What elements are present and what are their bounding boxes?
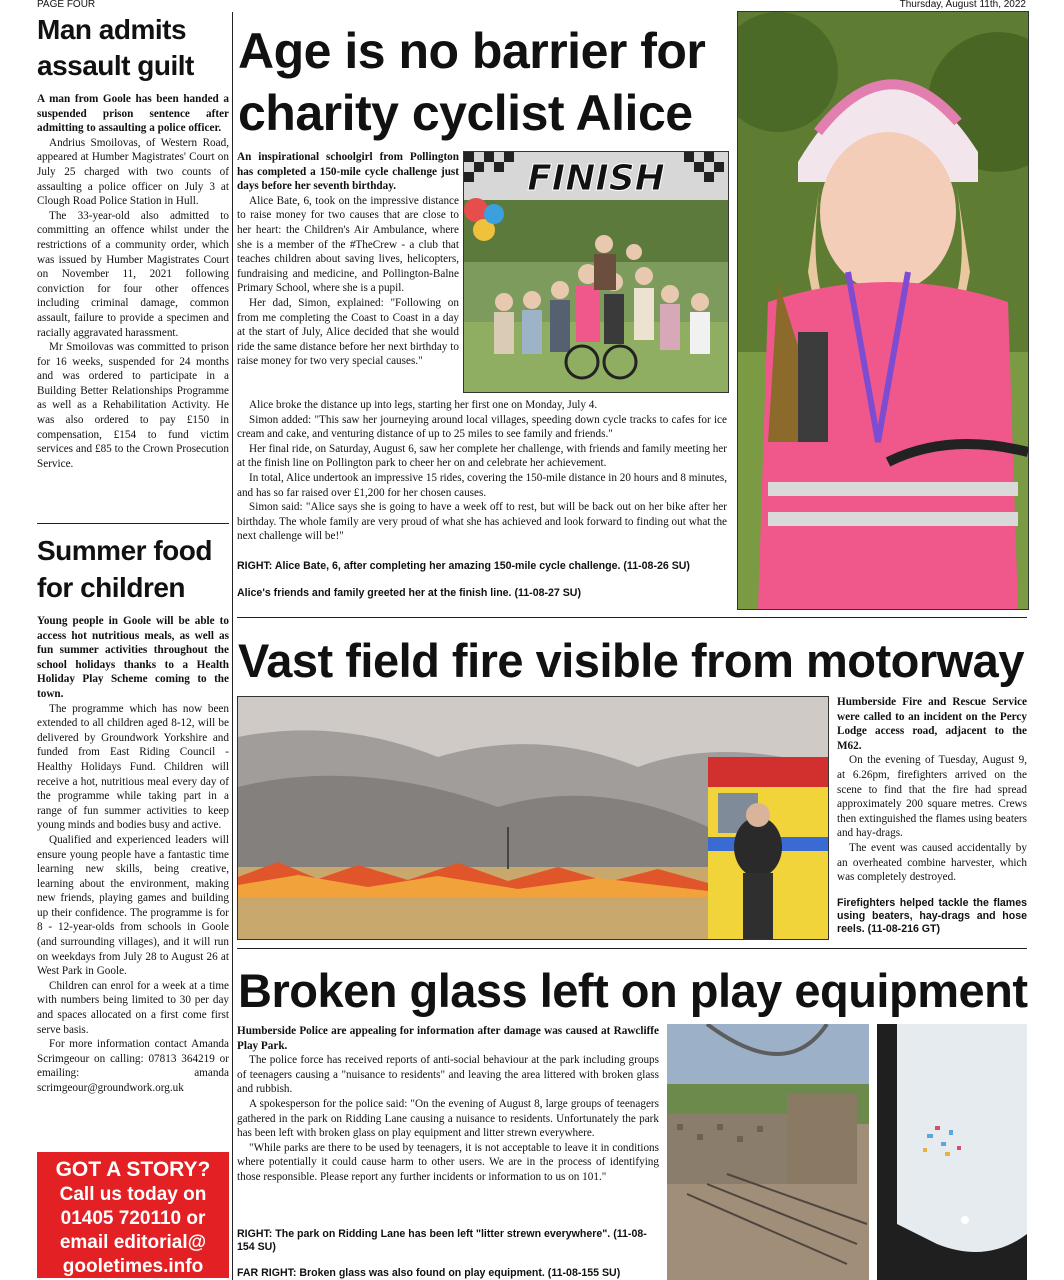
assault-story bbox=[37, 12, 229, 471]
play-park-photo bbox=[667, 1024, 869, 1280]
cyclist-caption-right: RIGHT: Alice Bate, 6, after completing her amazing 150-mile cycle challenge. (11-08-26 SU) bbox=[237, 560, 690, 572]
cyclist-caption-friends: Alice's friends and family greeted her at the finish line. (11-08-27 SU) bbox=[237, 587, 581, 599]
glass-body: Humberside Police are appealing for information after damage was caused at Rawcliffe Play Park. The police force has received reports of anti-social behaviour at the park including groups of teenagers causing a "nuisance to residents" and leaving the area littered with broken glass and rubbish. A spokesperson for the police said: "On the evening of August 8, large groups of teenagers gathered in the park on Ridding Lane causing a nuisance to residents. Unfortunately the park has been left with broken glass on play equipment and litter strewn everywhere. "While parks are there to be used by teenagers, it is not acceptable to leave it in conditions where potentially it could cause harm to other users. We are in the process of identifying those responsible. Please report any further incidents or information to us on 101." bbox=[237, 1025, 659, 1183]
food-story bbox=[37, 532, 229, 1096]
food-body: Young people in Goole will be able to access hot nutritious meals, as well as fun summer activities throughout the school holidays thanks to a Health Holiday Play Scheme coming to the town. The programme which has now been extended to all children aged 8-12, will be delivered by Groundwork Yorkshire and funded from East Riding Council - Healthy Holidays Fund. Children will receive a hot, nutritious meal every day of the programme while taking part in a range of fun summer activities to keep young minds and bodies busy and active. Qualified and experienced leaders will ensure young people have a fantastic time learning new skills, being creative, learning about the environment, making new friends, playing games and building up their confidence. The programme is for 8 - 12-year-olds from schools in Goole (and surrounding villages), and it will run on weekdays from July 28 to August 26 at West Park in Goole. Children can enrol for a week at a time with numbers being limited to 30 per day and spaces allocated on a first come first serve basis. For more information contact Amanda Scrimgeour on calling: 07813 364219 or emailing: amanda scrimgeour@groundwork.org.uk bbox=[37, 615, 229, 1094]
finish-line-photo bbox=[463, 151, 729, 393]
finish-banner-text: FINISH bbox=[527, 158, 665, 199]
field-fire-photo bbox=[237, 696, 829, 940]
cyclist-headline: Age is no barrier for charity cyclist Alice bbox=[238, 23, 706, 141]
story-divider bbox=[37, 523, 229, 524]
alice-portrait-photo bbox=[737, 11, 1029, 610]
fire-caption: Firefighters helped tackle the flames using beaters, hay-drags and hose reels. (11-08-216 GT) bbox=[837, 897, 1027, 935]
column-rule bbox=[232, 12, 233, 1280]
glass-caption-far-right: FAR RIGHT: Broken glass was also found on play equipment. (11-08-155 SU) bbox=[237, 1267, 621, 1279]
story-divider bbox=[237, 948, 1027, 949]
cyclist-body-wide: Alice broke the distance up into legs, starting her first one on Monday, July 4. Simon added: "This saw her journeying around local villages, speeding down cycle tracks to cafes for ice cream and cake, and venturing distance of up to 25 miles to see family and friends." Her final ride, on Saturday, August 6, saw her complete her challenge, with friends and family meeting her at the finish line on Pollington park to cheer her on and celebrate her achievement. In total, Alice undertook an impressive 15 rides, covering the 150-mile distance in 20 hours and 8 minutes, and has so far raised over £1,200 for her chosen causes. Simon said: "Alice says she is going to have a week off to rest, but will be back out on her bike after her birthday. The whole family are very proud of what she has achieved and look forward to finding out what the next challenge will be!" bbox=[237, 399, 727, 543]
assault-headline: Man admits assault guilt bbox=[37, 14, 194, 81]
page-label: PAGE FOUR bbox=[37, 0, 96, 10]
story-divider bbox=[237, 617, 1027, 618]
glass-caption-right: RIGHT: The park on Ridding Lane has been left "litter strewn everywhere". (11-08-154 SU) bbox=[237, 1228, 647, 1253]
glass-headline: Broken glass left on play equipment bbox=[238, 964, 1028, 1017]
food-headline: Summer food for children bbox=[37, 535, 212, 603]
fire-body: Humberside Fire and Rescue Service were called to an incident on the Percy Lodge access road, adjacent to the M62. On the evening of Tuesday, August 9, at 6.26pm, firefighters arrived on the scene to find that the fire had spread approximately 200 square metres. Crews then extinguished the flames using beaters and hay-drags. The event was caused accidentally by an overheated combine harvester, which was completely destroyed. bbox=[837, 696, 1027, 884]
issue-date: Thursday, August 11th, 2022 bbox=[899, 0, 1026, 10]
got-a-story-promo: GOT A STORY? Call us today on 01405 720110 or email editorial@ gooletimes.info bbox=[37, 1152, 229, 1278]
cyclist-body-narrow: An inspirational schoolgirl from Pollington has completed a 150-mile cycle challenge just days before her seventh birthday. Alice Bate, 6, took on the impressive distance to raise money for two causes that are close to her heart: the Children's Air Ambulance, where she is a member of the #TheCrew - a club that teaches children about saving lives, helicopters, fundraising and medicine, and Pollington-Balne Primary School, where she is a pupil. Her dad, Simon, explained: "Following on from me completing the Coast to Coast in a day at the start of July, Alice decided that she would ride the same distance before her next birthday to raise money for two very special causes." bbox=[237, 151, 459, 368]
slide-glass-photo bbox=[877, 1024, 1027, 1280]
assault-body: A man from Goole has been handed a suspended prison sentence after admitting to assaulting a police officer. Andrius Smoilovas, of Western Road, appeared at Humber Magistrates' Court on July 25 charged with two counts of assaulting a police officer on July 3 at Clough Road Police Station in Hull. The 33-year-old also admitted to committing an offence whilst under the restrictions of a community order, which was issued by Humber Magistrates Court on November 11, 2021 following conviction for four other offences including criminal damage, common assault, failure to provide a specimen and racially aggravated harassment. Mr Smoilovas was committed to prison for 16 weeks, suspended for 24 months and was ordered to participate in a Building Better Relationships Programme as well as a Rehabilitation Activity. He was also ordered to pay £150 in compensation, £154 to fund victim services and £85 to the Crown Prosecution Service. bbox=[37, 93, 229, 470]
fire-headline: Vast field fire visible from motorway bbox=[238, 634, 1024, 687]
